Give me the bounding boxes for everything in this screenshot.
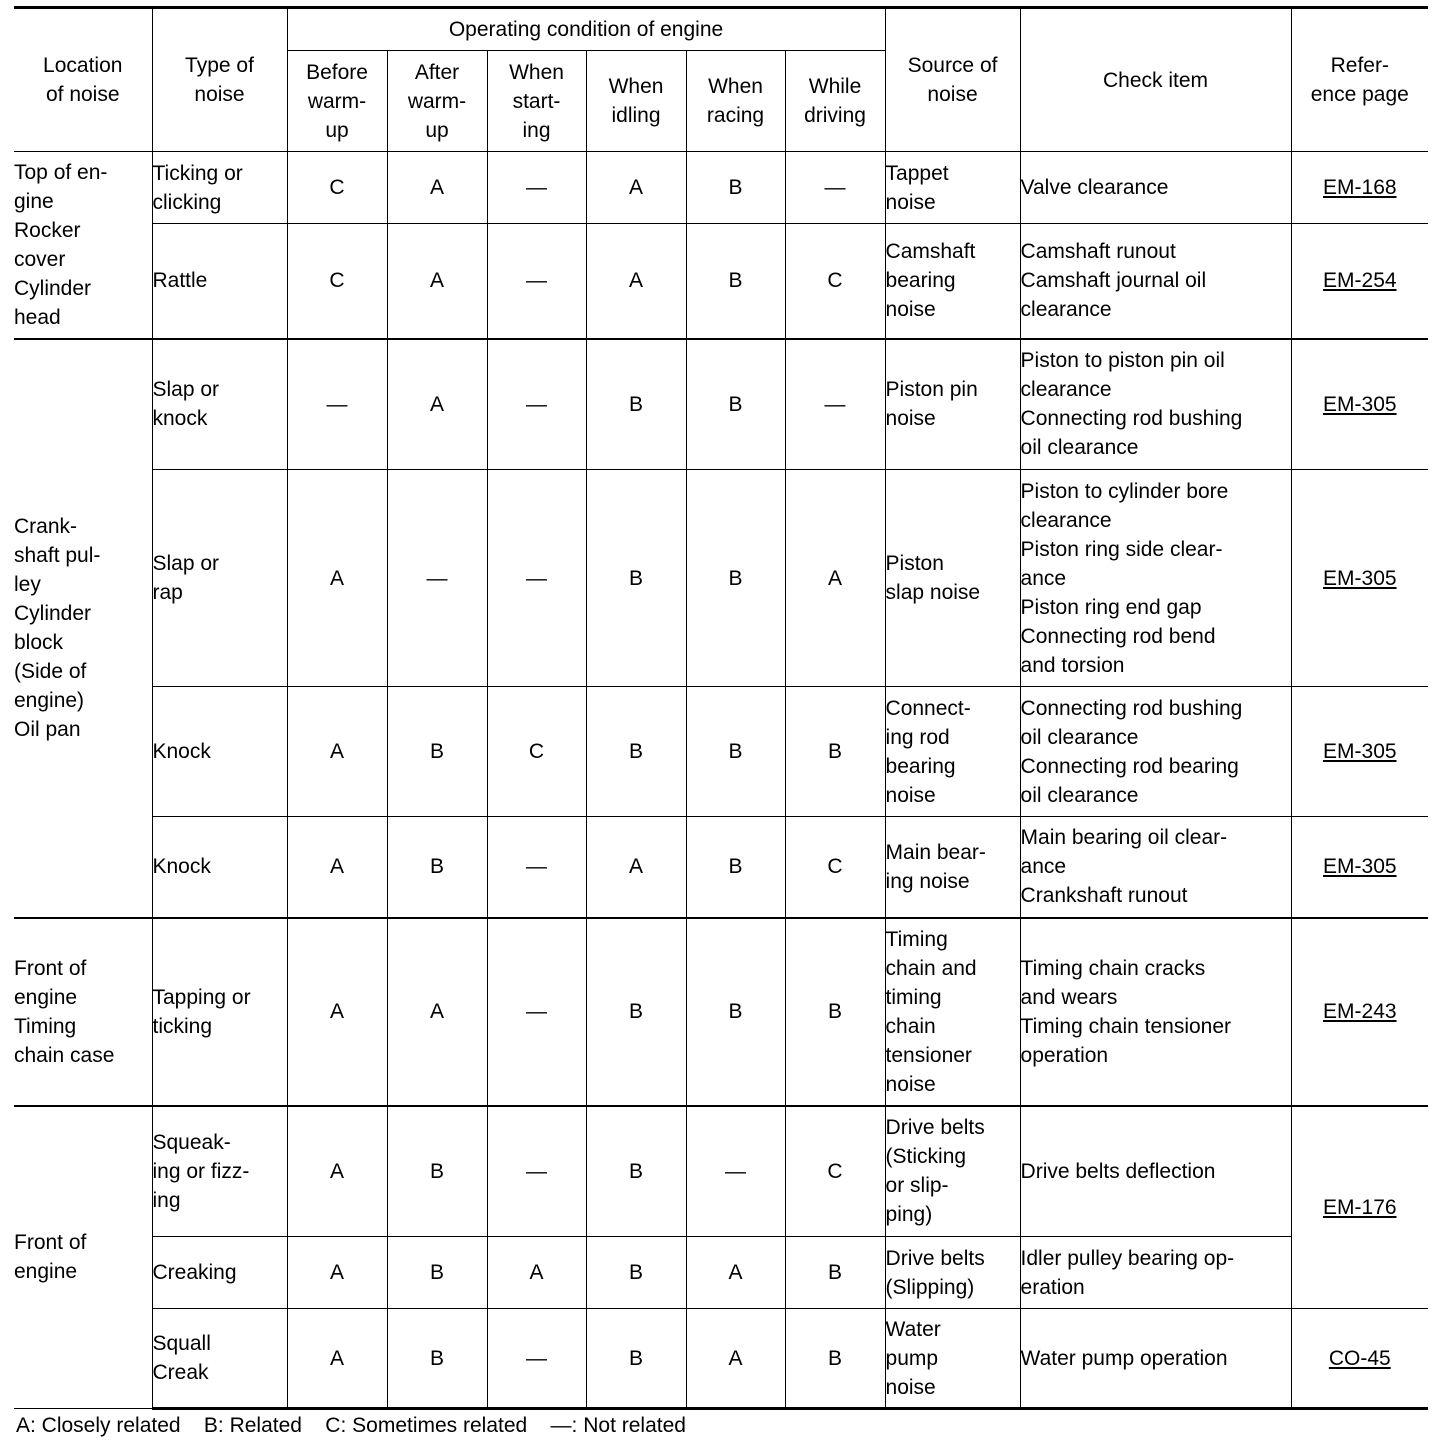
reference-link[interactable]: EM-168 [1323,176,1397,199]
location-cell: Front of engine Timing chain case [14,918,152,1106]
condition-cell: — [487,1309,586,1409]
noise-diagnosis-table-container [14,6,1428,1410]
noise-source-cell: Drive belts (Slipping) [885,1237,1020,1309]
reference-page-cell [1291,817,1428,918]
table-row [14,339,1428,470]
condition-cell: B [387,1106,487,1237]
condition-cell: A [487,1237,586,1309]
noise-source-cell: Piston pin noise [885,339,1020,470]
condition-cell: C [487,687,586,817]
condition-cell: B [387,817,487,918]
condition-cell: A [387,339,487,470]
check-item-cell: Piston to piston pin oil clearance Connecting rod bushing oil clearance [1020,339,1291,470]
check-item-cell: Piston to cylinder bore clearance Piston ring side clear- ance Piston ring end gap Connecting rod bend and torsion [1020,470,1291,687]
check-item-cell: Camshaft runout Camshaft journal oil clearance [1020,224,1291,339]
condition-cell: — [287,339,387,470]
table-row [14,687,1428,817]
condition-cell: C [785,1106,885,1237]
condition-cell: C [287,224,387,339]
noise-diagnosis-table [14,6,1428,1410]
condition-cell: — [785,339,885,470]
location-cell: Crank- shaft pul- ley Cylinder block (Side of engine) Oil pan [14,339,152,918]
reference-link[interactable]: EM-305 [1323,566,1397,590]
table-row [14,152,1428,224]
check-item-cell: Connecting rod bushing oil clearance Connecting rod bearing oil clearance [1020,687,1291,817]
condition-cell: B [586,687,686,817]
condition-cell: B [785,1309,885,1409]
check-item-cell: Drive belts deflection [1020,1106,1291,1237]
condition-cell: B [686,339,785,470]
legend: A: Closely related B: Related C: Sometimes related —: Not related [16,1414,686,1437]
noise-source-cell: Main bear- ing noise [885,817,1020,918]
condition-cell: B [785,918,885,1106]
header-after-warm-up: After warm- up [387,51,487,152]
reference-link[interactable]: EM-254 [1323,269,1397,293]
noise-type-cell: Ticking or clicking [152,152,287,224]
reference-link[interactable]: CO-45 [1328,1346,1391,1370]
condition-cell: — [487,918,586,1106]
noise-source-cell: Connect- ing rod bearing noise [885,687,1020,817]
condition-cell: B [586,1106,686,1237]
table-row [14,1106,1428,1237]
table-row [14,1309,1428,1409]
check-item-cell: Valve clearance [1020,152,1291,224]
condition-cell: — [785,152,885,224]
reference-link[interactable]: EM-305 [1323,392,1397,416]
reference-page-cell [1291,152,1428,224]
condition-cell: — [487,470,586,687]
reference-page-cell [1291,1106,1428,1309]
location-cell: Front of engine [14,1106,152,1409]
condition-cell: B [785,687,885,817]
reference-page-cell [1291,339,1428,470]
header-type: Type of noise [152,8,287,152]
condition-cell: A [686,1237,785,1309]
noise-type-cell: Creaking [152,1237,287,1309]
condition-cell: A [586,152,686,224]
condition-cell: B [387,1309,487,1409]
table-row [14,1237,1428,1309]
noise-type-cell: Slap or knock [152,339,287,470]
condition-cell: A [586,817,686,918]
condition-cell: — [487,339,586,470]
condition-cell: B [586,470,686,687]
noise-type-cell: Rattle [152,224,287,339]
header-when-idling: When idling [586,51,686,152]
condition-cell: — [487,224,586,339]
header-operating-condition: Operating condition of engine [287,8,885,51]
condition-cell: B [686,918,785,1106]
condition-cell: — [487,152,586,224]
condition-cell: B [586,1237,686,1309]
condition-cell: B [586,1309,686,1409]
condition-cell: B [686,687,785,817]
header-when-starting: When start- ing [487,51,586,152]
condition-cell: — [387,470,487,687]
reference-page-cell [1291,224,1428,339]
condition-cell: A [287,687,387,817]
condition-cell: B [387,687,487,817]
condition-cell: B [686,470,785,687]
condition-cell: B [686,224,785,339]
condition-cell: A [287,1309,387,1409]
condition-cell: B [785,1237,885,1309]
table-row [14,918,1428,1106]
condition-cell: C [287,152,387,224]
header-location: Location of noise [14,8,152,152]
condition-cell: B [686,152,785,224]
noise-source-cell: Piston slap noise [885,470,1020,687]
noise-type-cell: Tapping or ticking [152,918,287,1106]
condition-cell: — [487,1106,586,1237]
header-source: Source of noise [885,8,1020,152]
reference-page-cell [1291,1309,1428,1409]
condition-cell: A [387,224,487,339]
condition-cell: A [586,224,686,339]
reference-page-cell [1291,470,1428,687]
reference-page-cell [1291,687,1428,817]
header-row-1 [14,8,1428,51]
check-item-cell: Idler pulley bearing op- eration [1020,1237,1291,1309]
condition-cell: C [785,224,885,339]
condition-cell: — [686,1106,785,1237]
location-cell: Top of en- gine Rocker cover Cylinder head [14,152,152,339]
table-row [14,224,1428,339]
condition-cell: B [586,339,686,470]
check-item-cell: Water pump operation [1020,1309,1291,1409]
noise-type-cell: Knock [152,817,287,918]
condition-cell: A [387,152,487,224]
reference-link[interactable]: EM-305 [1323,855,1397,879]
check-item-cell: Main bearing oil clear- ance Crankshaft runout [1020,817,1291,918]
condition-cell: B [686,817,785,918]
condition-cell: B [387,1237,487,1309]
reference-link[interactable]: EM-176 [1323,1195,1397,1219]
table-row [14,470,1428,687]
condition-cell: A [287,1237,387,1309]
condition-cell: A [287,1106,387,1237]
reference-page-cell [1291,918,1428,1106]
header-reference-page: Refer- ence page [1291,8,1428,152]
condition-cell: C [785,817,885,918]
noise-type-cell: Slap or rap [152,470,287,687]
noise-source-cell: Tappet noise [885,152,1020,224]
condition-cell: A [387,918,487,1106]
noise-source-cell: Water pump noise [885,1309,1020,1409]
noise-source-cell: Drive belts (Sticking or slip- ping) [885,1106,1020,1237]
condition-cell: A [686,1309,785,1409]
noise-source-cell: Camshaft bearing noise [885,224,1020,339]
header-before-warm-up: Before warm- up [287,51,387,152]
condition-cell: B [586,918,686,1106]
condition-cell: A [785,470,885,687]
reference-link[interactable]: EM-305 [1323,740,1397,763]
condition-cell: A [287,817,387,918]
reference-link[interactable]: EM-243 [1323,1000,1397,1023]
condition-cell: A [287,470,387,687]
check-item-cell: Timing chain cracks and wears Timing chain tensioner operation [1020,918,1291,1106]
condition-cell: A [287,918,387,1106]
header-while-driving: While driving [785,51,885,152]
table-row [14,817,1428,918]
header-check-item: Check item [1020,8,1291,152]
condition-cell: — [487,817,586,918]
noise-source-cell: Timing chain and timing chain tensioner noise [885,918,1020,1106]
header-when-racing: When racing [686,51,785,152]
noise-type-cell: Squall Creak [152,1309,287,1409]
noise-type-cell: Squeak- ing or fizz- ing [152,1106,287,1237]
noise-type-cell: Knock [152,687,287,817]
